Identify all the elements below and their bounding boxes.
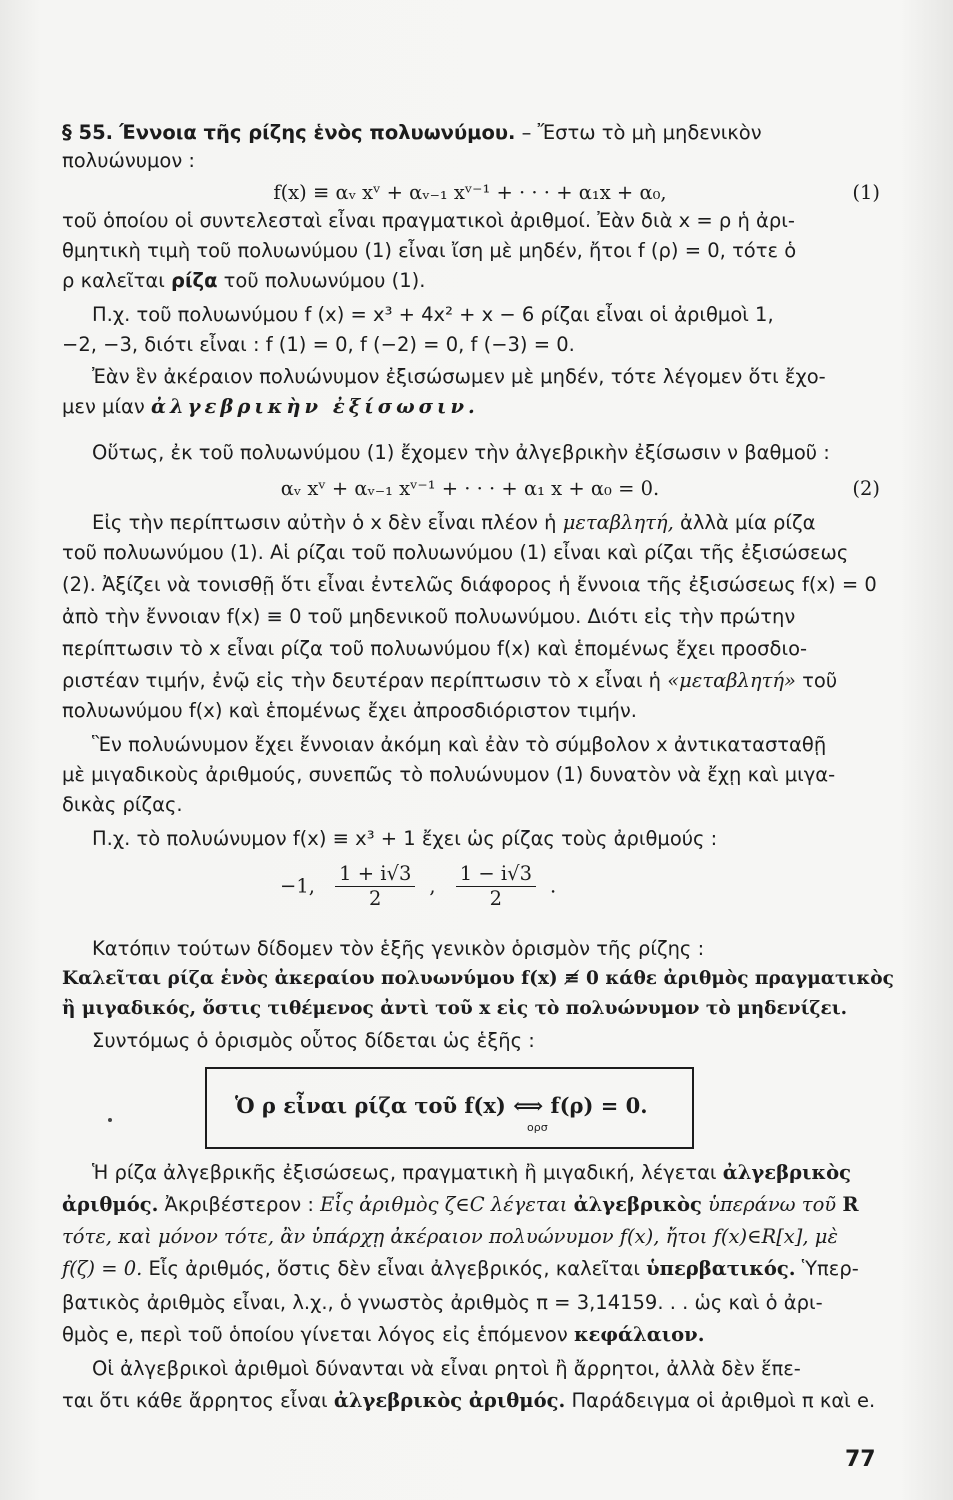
text-line: Οὕτως, ἐκ τοῦ πολυωνύμου (1) ἔχομεν τὴν ἀλγεβρικὴν ἐξίσωσιν ν βαθμοῦ : xyxy=(92,441,830,464)
term-algebraic: ἀλγεβρικὸς xyxy=(722,1161,851,1184)
text-line: πολυώνυμον : xyxy=(62,149,195,172)
text-line: τοῦ ὁποίου οἱ συντελεσταὶ εἶναι πραγματικοὶ ἀριθμοί. Ἐὰν διὰ x = ρ ἡ ἀρι- xyxy=(62,209,795,232)
separator: , xyxy=(429,874,436,898)
definition-line: Καλεῖται ρίζα ἑνὸς ἀκεραίου πολυωνύμου f(x) ≢ 0 κάθε ἀριθμὸς πραγματικὸς xyxy=(62,968,894,989)
text-line: βατικὸς ἀριθμὸς εἶναι, λ.χ., ὁ γνωστὸς ἀριθμὸς π = 3,14159. . . ὡς καὶ ὁ ἀρι- xyxy=(62,1291,823,1314)
root-fraction-1 xyxy=(335,862,415,911)
root-fraction-2 xyxy=(456,862,536,911)
section-heading xyxy=(62,120,882,146)
text-span: Ἀκριβέστερον : xyxy=(158,1193,321,1216)
root-minus-one: −1, xyxy=(280,874,315,898)
boxed-formula-subscript: ορσ xyxy=(527,1121,548,1134)
bullet-dot xyxy=(108,1118,112,1122)
text-line: −2, −3, διότι εἶναι : f (1) = 0, f (−2) = 0, f (−3) = 0. xyxy=(62,333,575,356)
text-span: Εἷς ἀριθμός, ὅστις δὲν εἶναι ἀλγεβρικός, καλεῖται xyxy=(142,1257,647,1280)
reals-symbol: R xyxy=(842,1193,859,1216)
term-number: ἀριθμός. xyxy=(62,1193,159,1216)
text-line: τοῦ πολυωνύμου (1). Αἱ ρίζαι τοῦ πολυωνύμου (1) εἶναι καὶ ρίζαι τῆς ἐξισώσεως xyxy=(62,541,849,564)
text-line xyxy=(92,510,912,536)
text-span: Παράδειγμα οἱ ἀριθμοὶ π καὶ e. xyxy=(565,1389,876,1412)
fraction-denominator: 2 xyxy=(369,887,382,910)
text-span: ρ καλεῖται xyxy=(62,269,171,292)
text-span: μεν μίαν xyxy=(62,395,151,418)
definition-box xyxy=(205,1067,694,1149)
text-span: ἀλλὰ μία ρίζα xyxy=(673,511,816,534)
term-algebraic-number: ἀλγεβρικὸς ἀριθμός. xyxy=(333,1389,566,1412)
definition-line: ἢ μιγαδικός, ὅστις τιθέμενος ἀντὶ τοῦ x εἰς τὸ πολυώνυμον τὸ μηδενίζει. xyxy=(62,998,848,1019)
text-span: Εἰς τὴν περίπτωσιν αὐτὴν ὁ x δὲν εἶναι πλέον ἡ xyxy=(92,511,563,534)
text-span: ὑπεράνω τοῦ xyxy=(701,1193,843,1216)
text-span: ται ὅτι κάθε ἄρρητος εἶναι xyxy=(62,1389,334,1412)
term-algebraic-equation: ἀλγεβρικὴν ἐξίσωσιν. xyxy=(151,395,479,418)
text-span: ριστέαν τιμήν, ἐνῷ εἰς τὴν δευτέραν περίπτωσιν τὸ x εἶναι ἡ xyxy=(62,669,668,692)
terminator: . xyxy=(550,874,557,898)
text-line: (2). Ἀξίζει νὰ τονισθῇ ὅτι εἶναι ἐντελῶς διάφορος ἡ ἔννοια τῆς ἐξισώσεως f(x) = 0 xyxy=(62,573,877,596)
text-line xyxy=(92,1160,912,1186)
heading-continuation: – Ἔστω τὸ μὴ μηδενικὸν xyxy=(515,121,762,144)
text-span: θμὸς e, περὶ τοῦ ὁποίου γίνεται λόγος εἰς ἑπόμενον xyxy=(62,1323,574,1346)
text-span: τοῦ πολυωνύμου (1). xyxy=(217,269,426,292)
text-line xyxy=(62,668,882,694)
text-line: θμητικὴ τιμὴ τοῦ πολυωνύμου (1) εἶναι ἴση μὲ μηδέν, ἤτοι f (ρ) = 0, τότε ὁ xyxy=(62,239,797,262)
text-line: Οἱ ἀλγεβρικοὶ ἀριθμοὶ δύνανται νὰ εἶναι ρητοὶ ἢ ἄρρητοι, ἀλλὰ δὲν ἕπε- xyxy=(92,1357,801,1380)
text-line: τότε, καὶ μόνον τότε, ἂν ὑπάρχῃ ἀκέραιον πολυώνυμον f(x), ἤτοι f(x)∈R[x], μὲ xyxy=(62,1225,838,1248)
fraction-numerator: 1 + i√3 xyxy=(335,862,415,887)
text-line xyxy=(62,268,882,294)
equation-1 xyxy=(60,180,880,206)
text-line: Συντόμως ὁ ὁρισμὸς οὗτος δίδεται ὡς ἑξῆς : xyxy=(92,1029,535,1052)
term-transcendental: ὑπερβατικός. xyxy=(646,1257,796,1280)
text-line: μὲ μιγαδικοὺς ἀριθμούς, συνεπῶς τὸ πολυώνυμον (1) δυνατὸν νὰ ἔχῃ καὶ μιγα- xyxy=(62,763,836,786)
equation-2-body: αᵥ xᵛ + αᵥ₋₁ xᵛ⁻¹ + · · · + α₁ x + α₀ = 0. xyxy=(280,477,660,500)
text-line xyxy=(62,1322,882,1348)
equation-1-body: f(x) ≡ αᵥ xᵛ + αᵥ₋₁ xᵛ⁻¹ + · · · + α₁x + α₀, xyxy=(273,181,667,204)
term-algebraic: ἀλγεβρικὸς xyxy=(573,1193,702,1216)
text-line: Ἓν πολυώνυμον ἔχει ἔννοιαν ἀκόμη καὶ ἐὰν τὸ σύμβολον x ἀντικατασταθῇ xyxy=(92,733,827,756)
fraction-denominator: 2 xyxy=(489,887,503,910)
roots-display xyxy=(280,862,780,911)
section-title: Έννοια τῆς ρίζης ἑνὸς πολυωνύμου. xyxy=(119,121,516,144)
equation-2-number: (2) xyxy=(852,477,880,500)
term-variable: μεταβλητή, xyxy=(562,511,674,534)
text-line: Κατόπιν τούτων δίδομεν τὸν ἑξῆς γενικὸν ὁρισμὸν τῆς ρίζης : xyxy=(92,937,705,960)
text-line: δικὰς ρίζας. xyxy=(62,793,183,816)
text-line xyxy=(62,1256,882,1282)
boxed-formula: Ὁ ρ εἶναι ρίζα τοῦ f(x) ⟺ f(ρ) = 0. xyxy=(235,1093,648,1118)
equation-2 xyxy=(60,476,880,502)
text-line xyxy=(62,394,882,420)
text-span: τοῦ xyxy=(795,669,838,692)
text-line: Ἐὰν ἓν ἀκέραιον πολυώνυμον ἐξισώσωμεν μὲ μηδέν, τότε λέγομεν ὅτι ἔχο- xyxy=(92,365,826,388)
text-span: f(ζ) = 0. xyxy=(62,1257,143,1280)
text-line: περίπτωσιν τὸ x εἶναι ρίζα τοῦ πολυωνύμου f(x) καὶ ἑπομένως ἔχει προσδιο- xyxy=(62,637,808,660)
text-line: Π.χ. τὸ πολυώνυμον f(x) ≡ x³ + 1 ἔχει ὡς ρίζας τοὺς ἀριθμούς : xyxy=(92,827,718,850)
section-number: § 55. xyxy=(62,121,114,144)
text-line: ἀπὸ τὴν ἔννοιαν f(x) ≡ 0 τοῦ μηδενικοῦ πολυωνύμου. Διότι εἰς τὴν πρώτην xyxy=(62,605,796,628)
text-span: Εἷς ἀριθμὸς ζ∈C λέγεται xyxy=(320,1193,574,1216)
text-line xyxy=(62,1192,882,1218)
term-variable-quoted: «μεταβλητή» xyxy=(667,669,796,692)
term-chapter: κεφάλαιον. xyxy=(573,1323,705,1346)
text-line: Π.χ. τοῦ πολυωνύμου f (x) = x³ + 4x² + x − 6 ρίζαι εἶναι οἱ ἀριθμοὶ 1, xyxy=(92,303,774,326)
text-line xyxy=(62,1388,882,1414)
text-line: πολυωνύμου f(x) καὶ ἑπομένως ἔχει ἀπροσδιόριστον τιμήν. xyxy=(62,699,637,722)
fraction-numerator: 1 − i√3 xyxy=(456,862,536,887)
text-span: Ἡ ρίζα ἀλγεβρικῆς ἐξισώσεως, πραγματικὴ ἢ μιγαδική, λέγεται xyxy=(92,1161,723,1184)
page-number: 77 xyxy=(845,1447,876,1472)
text-span: Ὑπερ- xyxy=(795,1257,859,1280)
equation-1-number: (1) xyxy=(852,181,880,204)
term-root: ρίζα xyxy=(171,269,218,292)
